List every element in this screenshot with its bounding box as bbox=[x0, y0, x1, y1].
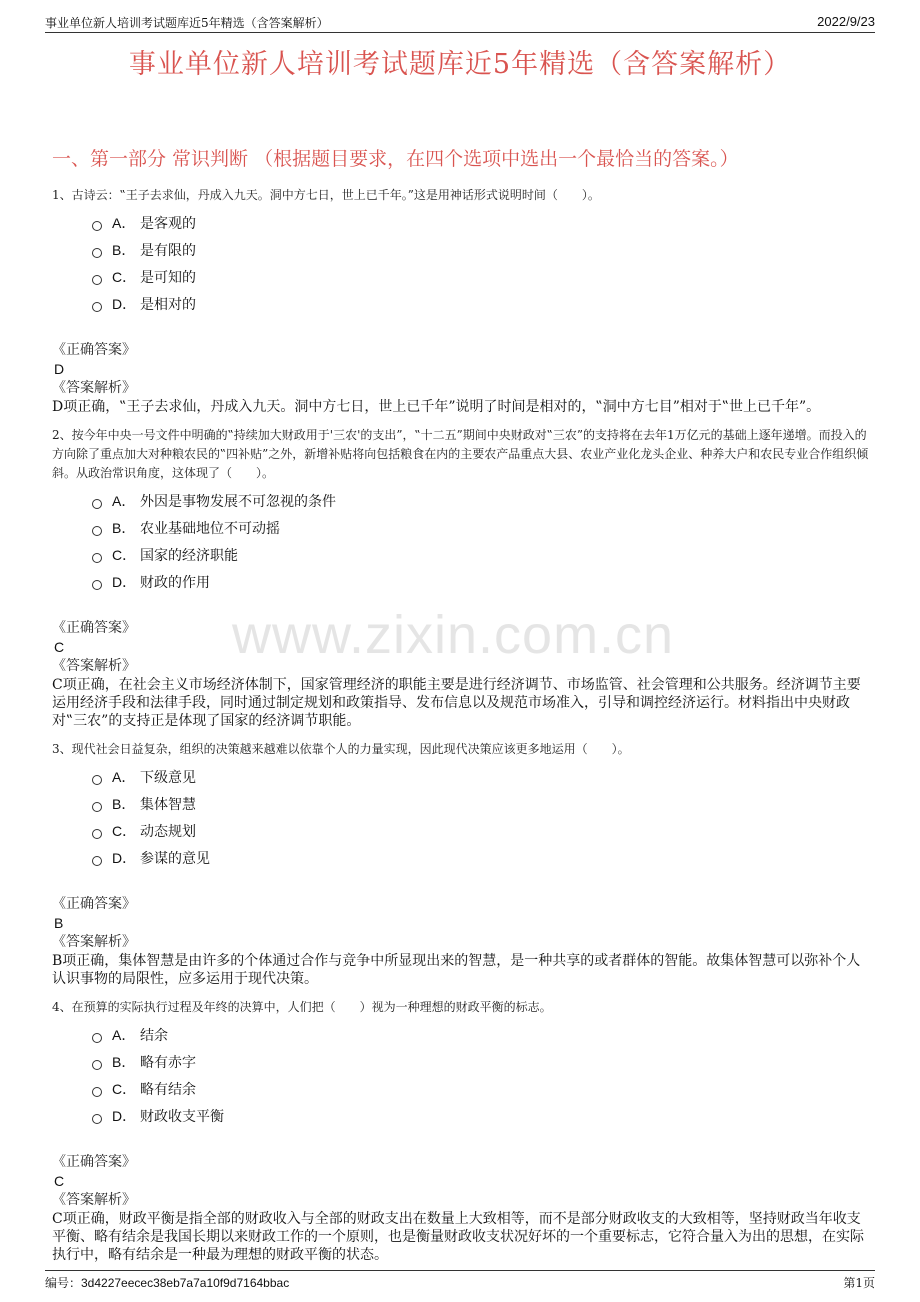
document-title: 事业单位新人培训考试题库近5年精选（含答案解析） bbox=[128, 49, 792, 80]
answer-block bbox=[52, 1153, 872, 1264]
analysis-label: 《答案解析》 bbox=[52, 658, 136, 674]
option-c[interactable] bbox=[92, 1075, 872, 1102]
option-text: 结余 bbox=[140, 1027, 168, 1044]
radio-icon[interactable] bbox=[92, 302, 102, 312]
option-d[interactable] bbox=[92, 290, 872, 317]
radio-icon[interactable] bbox=[92, 829, 102, 839]
option-letter: D． bbox=[112, 573, 137, 590]
radio-icon[interactable] bbox=[92, 1060, 102, 1070]
radio-icon[interactable] bbox=[92, 499, 102, 509]
radio-icon[interactable] bbox=[92, 856, 102, 866]
answer-value: C bbox=[54, 1173, 65, 1189]
option-letter: C． bbox=[112, 822, 137, 839]
header-date: 2022/9/23 bbox=[817, 14, 875, 29]
answer-label: 《正确答案》 bbox=[52, 342, 136, 358]
option-b[interactable] bbox=[92, 790, 872, 817]
option-list bbox=[92, 763, 872, 871]
option-text: 国家的经济职能 bbox=[140, 547, 238, 564]
page-number: 第1页 bbox=[843, 1276, 875, 1290]
question-stem: 3、现代社会日益复杂，组织的决策越来越难以依靠个人的力量实现，因此现代决策应该更多地运用（ ）。 bbox=[52, 742, 630, 756]
answer-label: 《正确答案》 bbox=[52, 896, 136, 912]
option-letter: D． bbox=[112, 849, 137, 866]
option-list bbox=[92, 1021, 872, 1129]
radio-icon[interactable] bbox=[92, 275, 102, 285]
option-text: 财政收支平衡 bbox=[140, 1108, 224, 1125]
option-letter: B． bbox=[112, 241, 136, 258]
radio-icon[interactable] bbox=[92, 802, 102, 812]
analysis-text: C项正确，财政平衡是指全部的财政收入与全部的财政支出在数量上大致相等，而不是部分财政收支的大致相等，坚持财政当年收支平衡、略有结余是我国长期以来财政工作的一个原则，也是衡量财政收支状况好坏的一个重要标志，它符合量入为出的思想，在实际执行中，略有结余是一种最为理想的财政平衡的状态。 bbox=[52, 1211, 864, 1263]
watermark: www.zixin.com.cn bbox=[232, 605, 675, 665]
answer-block bbox=[52, 619, 872, 730]
option-text: 动态规划 bbox=[140, 823, 196, 840]
option-letter: A． bbox=[112, 492, 136, 509]
option-list bbox=[92, 487, 872, 595]
option-d[interactable] bbox=[92, 844, 872, 871]
analysis-label: 《答案解析》 bbox=[52, 1192, 136, 1208]
option-a[interactable] bbox=[92, 209, 872, 236]
option-letter: C． bbox=[112, 268, 137, 285]
option-letter: B． bbox=[112, 519, 136, 536]
radio-icon[interactable] bbox=[92, 221, 102, 231]
option-text: 是客观的 bbox=[140, 215, 196, 232]
radio-icon[interactable] bbox=[92, 1087, 102, 1097]
radio-icon[interactable] bbox=[92, 553, 102, 563]
option-c[interactable] bbox=[92, 817, 872, 844]
option-a[interactable] bbox=[92, 1021, 872, 1048]
analysis-label: 《答案解析》 bbox=[52, 934, 136, 950]
radio-icon[interactable] bbox=[92, 580, 102, 590]
question-3 bbox=[52, 740, 872, 988]
analysis-text: C项正确，在社会主义市场经济体制下，国家管理经济的职能主要是进行经济调节、市场监管、社会管理和公共服务。经济调节主要运用经济手段和法律手段，同时通过制定规划和政策指导、发布信息以及规范市场准入，引导和调控经济运行。材料指出中央财政对‟三农”的支持正是体现了国家的经济调节职能。 bbox=[52, 677, 861, 729]
option-text: 是相对的 bbox=[140, 296, 196, 313]
option-d[interactable] bbox=[92, 1102, 872, 1129]
header-doc-title: 事业单位新人培训考试题库近5年精选（含答案解析） bbox=[45, 16, 329, 30]
option-letter: D． bbox=[112, 1107, 137, 1124]
answer-value: C bbox=[54, 639, 65, 655]
question-4 bbox=[52, 998, 872, 1264]
option-text: 参谋的意见 bbox=[140, 850, 210, 867]
option-letter: C． bbox=[112, 1080, 137, 1097]
option-list bbox=[92, 209, 872, 317]
option-letter: D． bbox=[112, 295, 137, 312]
option-d[interactable] bbox=[92, 568, 872, 595]
option-text: 是有限的 bbox=[140, 242, 196, 259]
analysis-text: B项正确，集体智慧是由许多的个体通过合作与竞争中所显现出来的智慧，是一种共享的或者群体的智能。故集体智慧可以弥补个人认识事物的局限性，应多运用于现代决策。 bbox=[52, 953, 861, 987]
document-code: 编号：3d4227eecec38eb7a7a10f9d7164bbac bbox=[45, 1276, 290, 1290]
option-text: 略有赤字 bbox=[140, 1054, 196, 1071]
answer-block bbox=[52, 895, 872, 988]
option-b[interactable] bbox=[92, 514, 872, 541]
question-stem: 1、古诗云：‟王子去求仙，丹成入九天。洞中方七日，世上已千年。”这是用神话形式说明时间（ ）。 bbox=[52, 188, 600, 202]
option-text: 下级意见 bbox=[140, 769, 196, 786]
option-text: 农业基础地位不可动摇 bbox=[140, 520, 280, 537]
option-letter: A． bbox=[112, 1026, 136, 1043]
option-b[interactable] bbox=[92, 1048, 872, 1075]
page-header bbox=[45, 12, 875, 33]
option-a[interactable] bbox=[92, 487, 872, 514]
radio-icon[interactable] bbox=[92, 248, 102, 258]
page-footer bbox=[45, 1270, 875, 1291]
radio-icon[interactable] bbox=[92, 775, 102, 785]
option-letter: B． bbox=[112, 1053, 136, 1070]
analysis-label: 《答案解析》 bbox=[52, 380, 136, 396]
question-stem: 2、按今年中央一号文件中明确的‟持续加大财政用于'三农'的支出”，‟十二五”期间中央财政对‟三农”的支持将在去年1万亿元的基础上逐年递增。而投入的方向除了重点加大对种粮农民的‟四补贴”之外，新增补贴将向包括粮食在内的主要农产品重点大县、农业产业化龙头企业、种养大户和农民专业合作组织倾斜。从政治常识角度，这体现了（ ）。 bbox=[52, 428, 869, 480]
option-b[interactable] bbox=[92, 236, 872, 263]
answer-value: B bbox=[54, 915, 64, 931]
option-c[interactable] bbox=[92, 541, 872, 568]
option-text: 集体智慧 bbox=[140, 796, 196, 813]
question-2 bbox=[52, 426, 872, 730]
radio-icon[interactable] bbox=[92, 526, 102, 536]
answer-label: 《正确答案》 bbox=[52, 620, 136, 636]
analysis-text: D项正确，‟王子去求仙，丹成入九天。洞中方七日，世上已千年”说明了时间是相对的，‟洞中方七目”相对于‟世上已千年”。 bbox=[52, 399, 821, 415]
option-text: 财政的作用 bbox=[140, 574, 210, 591]
option-a[interactable] bbox=[92, 763, 872, 790]
radio-icon[interactable] bbox=[92, 1033, 102, 1043]
section-heading: 一、第一部分 常识判断 （根据题目要求，在四个选项中选出一个最恰当的答案。） bbox=[52, 148, 739, 170]
radio-icon[interactable] bbox=[92, 1114, 102, 1124]
option-text: 外因是事物发展不可忽视的条件 bbox=[140, 493, 336, 510]
option-text: 是可知的 bbox=[140, 269, 196, 286]
option-c[interactable] bbox=[92, 263, 872, 290]
answer-value: D bbox=[54, 361, 65, 377]
option-letter: A． bbox=[112, 214, 136, 231]
option-text: 略有结余 bbox=[140, 1081, 196, 1098]
option-letter: B． bbox=[112, 795, 136, 812]
answer-block bbox=[52, 341, 872, 416]
option-letter: C． bbox=[112, 546, 137, 563]
question-list bbox=[52, 186, 872, 1274]
question-stem: 4、在预算的实际执行过程及年终的决算中，人们把（ ）视为一种理想的财政平衡的标志。 bbox=[52, 1000, 552, 1014]
question-1 bbox=[52, 186, 872, 416]
option-letter: A． bbox=[112, 768, 136, 785]
answer-label: 《正确答案》 bbox=[52, 1154, 136, 1170]
